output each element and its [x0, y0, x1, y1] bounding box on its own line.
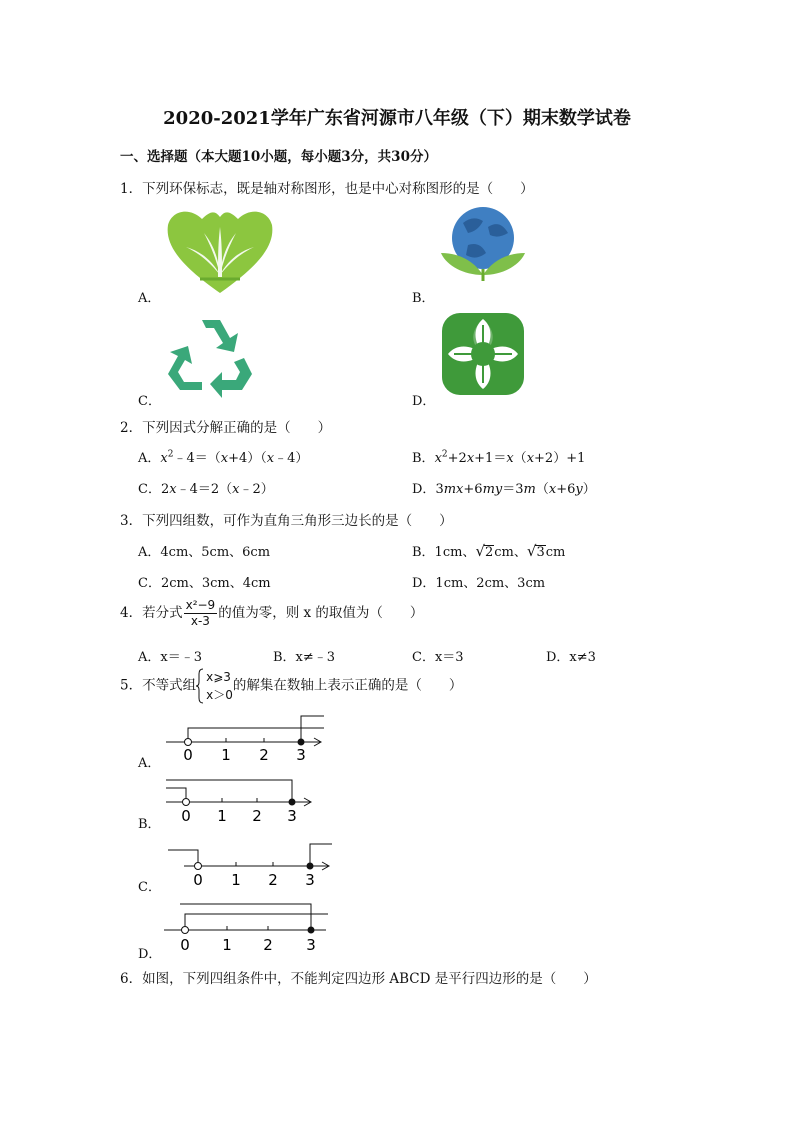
question-5-stem: 5．不等式组 x⩾3 x＞0 的解集在数轴上表示正确的是（ ） — [120, 670, 463, 702]
recycle-logo — [162, 314, 258, 398]
svg-text:2: 2 — [268, 871, 278, 889]
globe-leaves-logo — [438, 205, 528, 293]
question-3-option-b: B．1cm、√2cm、√3cm — [412, 542, 566, 560]
question-4-option-c: C．x＝3 — [412, 650, 464, 665]
question-1-option-a: A． — [138, 291, 161, 306]
question-5-option-c: C． — [138, 880, 161, 895]
number-line-c — [164, 838, 336, 890]
svg-text:1: 1 — [221, 746, 231, 764]
fraction: $\frac{\text{x²−9}}{x-3}$ — [185, 598, 216, 628]
question-2-option-c: C．2x﹣4＝2（x﹣2） — [138, 482, 274, 497]
svg-text:3: 3 — [296, 746, 306, 764]
four-leaves-logo — [440, 311, 526, 397]
number-line-d — [160, 898, 332, 954]
question-3-option-a: A．4cm、5cm、6cm — [138, 545, 271, 560]
svg-text:0: 0 — [181, 807, 191, 825]
question-3-stem: 3．下列四组数，可作为直角三角形三边长的是（ ） — [120, 513, 453, 529]
number-line-b — [160, 776, 320, 826]
question-3-option-c: C．2cm、3cm、4cm — [138, 576, 271, 591]
svg-text:1: 1 — [222, 936, 232, 954]
svg-text:3: 3 — [287, 807, 297, 825]
question-2-option-b: B．$x^2+2x+1=x(x+2)+1$ — [412, 449, 586, 466]
question-6-stem: 6．如图，下列四组条件中，不能判定四边形 ABCD 是平行四边形的是（ ） — [120, 971, 597, 987]
svg-text:3: 3 — [305, 871, 315, 889]
svg-text:1: 1 — [231, 871, 241, 889]
svg-text:2: 2 — [259, 746, 269, 764]
svg-text:0: 0 — [193, 871, 203, 889]
page-title: 2020-2021学年广东省河源市八年级（下）期末数学试卷 — [163, 108, 631, 129]
question-4-stem: 4．若分式 $\frac{\text{x²−9}}{x-3}$ 的值为零，则 x 的取值为（ ） — [120, 598, 424, 628]
inequality-system: x⩾3 x＞0 — [196, 668, 233, 704]
question-4-option-a: A．x＝﹣3 — [138, 650, 202, 665]
question-1-stem: 1．下列环保标志，既是轴对称图形，也是中心对称图形的是（ ） — [120, 181, 534, 197]
question-1-option-b: B． — [412, 291, 435, 306]
svg-text:1: 1 — [217, 807, 227, 825]
section-heading: 一、选择题（本大题10小题，每小题3分，共30分） — [120, 149, 437, 165]
svg-text:0: 0 — [180, 936, 190, 954]
question-2-option-d: D．3mx+6my＝3m（x+6y） — [412, 482, 596, 497]
question-4-option-d: D．x≠3 — [546, 650, 596, 665]
question-5-option-a: A． — [138, 756, 161, 771]
svg-text:3: 3 — [306, 936, 316, 954]
svg-text:2: 2 — [252, 807, 262, 825]
question-2-stem: 2．下列因式分解正确的是（ ） — [120, 420, 332, 436]
svg-text:0: 0 — [183, 746, 193, 764]
question-5-option-d: D． — [138, 947, 162, 962]
question-2-option-a: A．$x^2﹣4=(x+4)(x﹣4)$ — [138, 449, 309, 466]
question-3-option-d: D．1cm、2cm、3cm — [412, 576, 546, 591]
number-line-a — [160, 714, 332, 766]
question-5-option-b: B． — [138, 817, 161, 832]
question-1-option-c: C． — [138, 394, 161, 409]
svg-text:2: 2 — [263, 936, 273, 954]
question-4-option-b: B．x≠﹣3 — [273, 650, 336, 665]
heart-leaves-logo — [160, 205, 280, 297]
question-1-option-d: D． — [412, 394, 436, 409]
